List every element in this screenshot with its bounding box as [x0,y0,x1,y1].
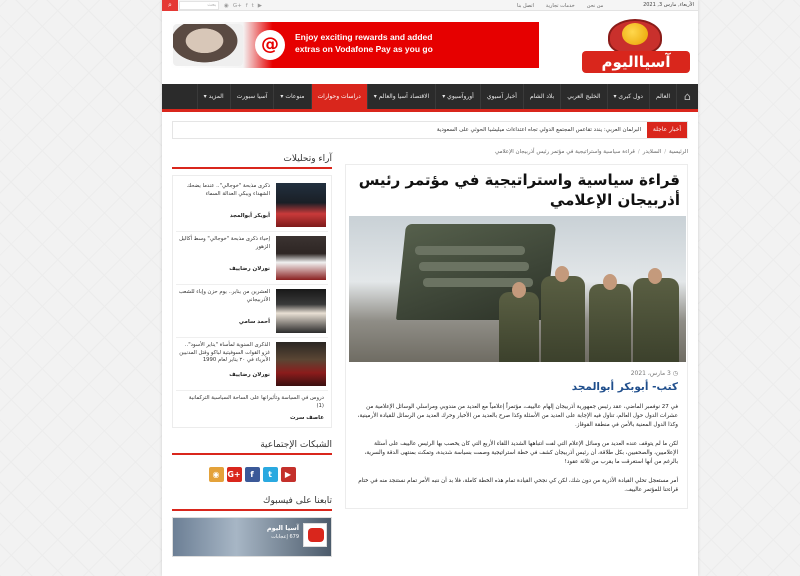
breadcrumb-current: قراءة سياسية واستراتيجية في مؤتمر رئيس أذربيجان الإعلامي [494,149,635,155]
social-networks-icons [172,461,332,488]
author-photo[interactable] [276,342,326,386]
top-date: الأربعاء, مارس 3, 2021 [643,2,694,8]
soldier-figure [499,292,539,362]
ad-banner-text [295,31,525,55]
nav-item[interactable]: دول كبرى ▾ [607,84,649,109]
breadcrumb-item[interactable]: الرئيسية [669,149,688,155]
facebook-title: تابعنا على فيسبوك [172,496,332,511]
author-photo[interactable] [276,236,326,280]
opinion-item[interactable] [176,285,328,338]
nav-item[interactable]: منوعات ▾ [273,84,310,109]
launcher-tube [415,246,525,255]
article-title: قراءة سياسية واستراتيجية في مؤتمر رئيس أذربيجان الإعلامي [358,171,680,209]
search-button[interactable] [162,0,178,11]
soldier-head [555,266,569,282]
top-social-icons [224,0,262,11]
soldier-head [512,282,526,298]
breaking-news-tag: أخبار عاجلة [647,122,687,138]
social-networks-title: الشبكات الإجتماعية [172,440,332,455]
header [162,12,698,82]
article-date [349,362,684,381]
search-input[interactable]: بحث [179,1,219,10]
article-date-text: 3 مارس، 2021 [630,370,671,377]
opinion-author[interactable]: نورلان رضاييف [229,372,270,378]
top-link-about[interactable]: من نحن [586,2,604,9]
sidebar [172,154,332,576]
facebook-icon[interactable]: f [245,2,248,9]
soldier-figure [541,276,585,362]
opinions-title: آراء وتحليلات [172,154,332,169]
soldier-figure [633,278,679,362]
opinion-author[interactable]: عاصف سرت [290,415,324,421]
top-link-services[interactable]: خدمات تجارية [545,2,575,9]
nav-item[interactable]: آسيا سبورت [230,84,274,109]
google-plus-icon[interactable]: G+ [227,467,242,482]
ad-banner-line-2: extras on Vodafone Pay as you go [295,44,433,54]
soldier-head [648,268,662,284]
youtube-icon[interactable]: ▶ [257,2,263,9]
launcher-tube [419,262,529,271]
top-bar [162,0,698,11]
ad-banner-image [173,24,243,66]
facebook-page-name[interactable]: آسيا اليوم [266,524,299,532]
opinion-author[interactable]: أحمد سامي [238,319,270,325]
opinion-item[interactable] [176,391,328,427]
twitter-icon[interactable]: t [263,467,278,482]
logo-text: آسيااليوم [582,51,690,73]
home-icon: ⌂ [684,90,691,103]
breaking-news-bar [172,121,688,139]
article-paragraph: أمر مستعجل تحلي القيادة الأذرية من دون شك، لكن كي نجحي القيادة تمام هذه الخطة كاملة، فلا بد أن ننبه الأمر تمام نستنجد منه في ختام قراءتنا للمؤتمر عالييف. [358,478,678,493]
breadcrumb-item[interactable]: السلايدر [642,149,662,155]
opinion-title[interactable]: الذكرى السنوية لمأساة "يناير الأسود".. غزو القوات السوفيتية لباكو وقتل المدنيين الأبرياء في ٢٠ يناير لعام 1990 [179,342,270,363]
opinion-item[interactable] [176,232,328,285]
opinion-title[interactable]: إحياء ذكرى مذبحة "خوجالي" وسط أكاليل الزهور [179,236,270,250]
twitter-icon[interactable]: t [251,2,254,9]
opinion-title[interactable]: ذكرى مذبحة "خوجالي".. عندما يضحك الشهداء ويبكي العدالة السماء [186,183,270,197]
ad-banner-line-1: Enjoy exciting rewards and added [295,32,433,42]
nav-item[interactable]: الخليج العربي [560,84,606,109]
nav-item[interactable]: أوروآسيوي ▾ [435,84,480,109]
rss-icon[interactable]: ◉ [224,2,229,9]
breadcrumb [345,146,688,158]
facebook-page-likes: 679 إعجابات [271,534,299,540]
page [162,0,698,576]
youtube-icon[interactable]: ▶ [281,467,296,482]
main-nav [162,84,698,112]
nav-home[interactable] [676,84,698,109]
opinion-author[interactable]: أبوبكر أبوالمجد [229,213,270,219]
clock-icon: ◷ [670,370,678,377]
breadcrumb-separator: / [664,149,667,155]
nav-item[interactable]: الاقتصاد آسيا والعالم ▾ [367,84,435,109]
article-byline: كتب- أبوبكر أبوالمجد [571,381,678,393]
article-paragraph: في 27 نوفمبر الماضي، عقد رئيس جمهورية أذربيجان إلهام عالييف، مؤتمراً إعلامياً مع العديد من مندوبي ومراسلي الوسائل الإعلامية من عشرات الدول حول العالم، تناول فيه الإجابة على العديد من الأسئلة وكذا صرح بالعديد من الأخبار وحرك العديد من الرسائل للقيادة الأرمينية، وكذا الدول المعنية بالأمن في منطقة القوقاز. [357,404,678,428]
social-networks-section [172,440,332,488]
author-photo[interactable] [276,183,326,227]
top-links [517,0,603,11]
soldier-head [603,274,617,290]
breadcrumb-separator: / [637,149,640,155]
opinion-title[interactable]: دروس في السياسة وتأثيرانها على الساحة السياسية التركمانية (1) [188,395,324,409]
nav-item[interactable]: بلاد الشام [523,84,560,109]
opinions-list [172,175,332,428]
nav-item[interactable]: العالم [649,84,676,109]
article-paragraph: لكن ما لم يتوقف عنده العديد من وسائل الإعلام التي لفت انتباهها الشديد اللقاء الأربع التي كان يخصب بها الرئيس عالييف على أسئلة الإعلاميين، والصحفيين، بكل طلاقة، أن رئيس أذربيجان كشف في خطة استراتيجية وصمت بسياسة شديدة، وتمكث بمنتهى الدقة والسرية، بالرغم من أنها استغرقت ما يقرب من ثلاثة عقود! [364,441,678,465]
site-logo[interactable] [582,15,690,79]
main-content [345,146,688,576]
breaking-news-text[interactable]: البرلمان العربي: يندد تقاعس المجتمع الدولي تجاه اعتداءات ميليشيا الحوثي على السعودية [436,127,641,133]
article-hero-image [349,216,686,362]
nav-item-active[interactable]: دراسات وحوارات [311,84,367,109]
logo-globe-icon [622,23,648,45]
facebook-page-card[interactable] [172,517,332,557]
soldier-figure [589,284,631,362]
rss-icon[interactable]: ◉ [209,467,224,482]
search-icon: ⌕ [168,1,172,9]
opinion-item[interactable] [176,179,328,232]
opinion-title[interactable]: العشرين من يناير.. يوم حزن وإباء للشعب الأذربيجاني [178,289,270,303]
facebook-page-avatar[interactable] [303,523,327,547]
top-link-contact[interactable]: اتصل بنا [517,2,534,9]
facebook-section [172,496,332,557]
facebook-icon[interactable]: f [245,467,260,482]
nav-item[interactable]: المزيد ▾ [197,84,230,109]
vodafone-logo-icon: @ [255,30,285,60]
nav-item[interactable]: أخبار آسيوي [480,84,523,109]
google-plus-icon[interactable]: G+ [232,2,242,9]
article [345,164,688,509]
opinion-item[interactable] [176,338,328,391]
ad-banner[interactable] [169,22,539,68]
author-photo[interactable] [276,289,326,333]
opinion-author[interactable]: نورلان رضاييف [229,266,270,272]
